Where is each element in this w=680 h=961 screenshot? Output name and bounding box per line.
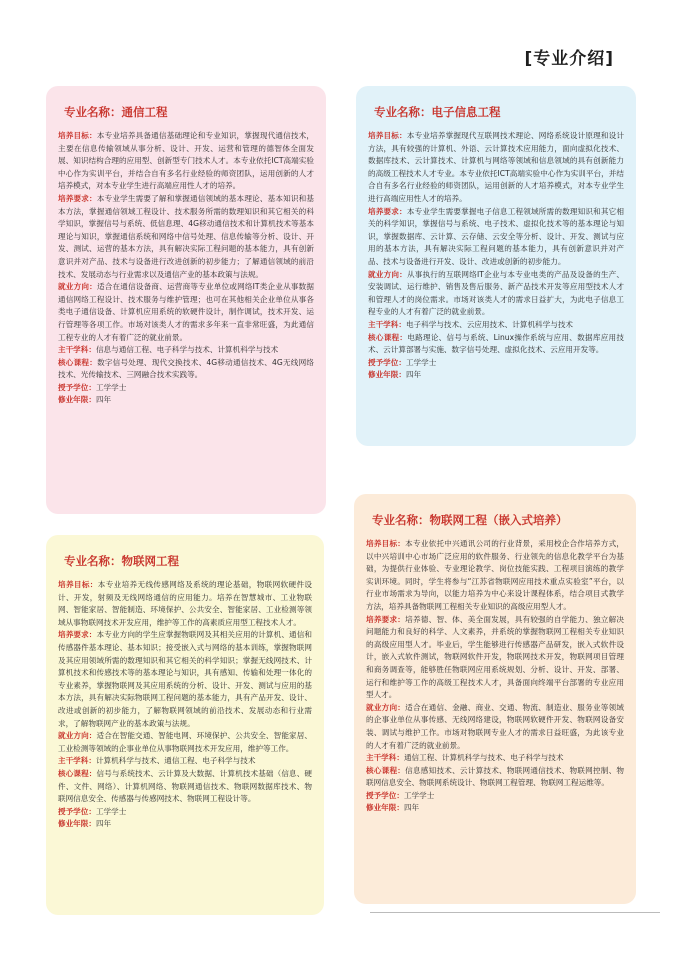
training-requirement-text: 培养德、智、体、美全面发展，具有较强的自学能力、独立解决问题能力和良好的科学、人文素养，并系统的掌握物联网工程相关专业知识的高级应用型人才。毕业后，学生能够进行传感器产品研发，嵌入式软件设计，嵌入式软件测试，物联网软件开发，物联网技术开发，物联网项目管理和商务调查等，能够胜任物联网应用系统规划、分析、设计、开发、部署、运行和维护等工作的高级工程技术人才，具备面向终端平台部署的专业应用型人才。 — [366, 614, 625, 700]
degree-text: 工学学士 — [405, 357, 437, 367]
degree — [58, 806, 312, 819]
study-years-text: 四年 — [95, 819, 112, 829]
training-goal-text: 本专业培养掌握现代互联网技术理论、网络系统设计原理和设计方法，具有较强的计算机、外语、云计算技术应用能力，面向虚拟化技术、数据库技术、云计算技术、计算机与网络等领域和信息领域的具有创新能力的高级工程技术人才专业。本专业依托ICT高端实验中心作为实训平台，并结合自有多名行业经验的师资团队，运用创新的人才培养模式，对本专业学生进行高端应用性人才的培养。 — [368, 131, 625, 203]
career-direction — [366, 702, 624, 752]
career-direction-label: 就业方向： — [368, 269, 407, 279]
training-goal — [368, 130, 624, 206]
training-requirement — [366, 614, 624, 702]
study-years-label: 修业年限： — [58, 819, 96, 829]
footer-divider — [370, 912, 660, 913]
core-courses — [366, 765, 624, 790]
training-requirement — [58, 629, 312, 730]
degree — [58, 382, 314, 395]
main-disciplines-label: 主干学科： — [58, 756, 96, 766]
career-direction-text: 适合在通信、金融、商业、交通、物流、制造业、服务业等领域的企事业单位从事传感、无线网络建设，物联网软硬件开发、物联网设备安装、调试与维护工作。市场对物联网专业人才的需求日益旺盛，为此该专业的人才有着广泛的就业前景。 — [366, 702, 625, 750]
core-courses-label: 核心课程： — [58, 357, 98, 367]
page-header-title: [专业介绍] — [524, 49, 614, 69]
major-title — [374, 104, 624, 120]
main-disciplines — [58, 344, 314, 357]
core-courses-text: 信息感知技术、云计算技术、物联网通信技术、物联网控制、物联网信息安全、物联网系统设计、物联网工程管理、物联网工程运维等。 — [366, 765, 625, 788]
career-direction — [58, 281, 314, 344]
study-years-text: 四年 — [405, 370, 422, 380]
training-requirement — [368, 206, 624, 269]
training-goal — [366, 538, 624, 614]
study-years-label: 修业年限： — [366, 803, 404, 813]
training-goal-text: 本专业依托中兴通讯公司的行业背景，采用校企合作培养方式，以中兴培训中心市场广泛应用的软件服务、行业领先的信息化教学平台为基础，为提供行业体验、专业理论教学、岗位技能实践、工程项目演练的教学实训环境。同时，学生将参与“江苏省物联网应用技术重点实验室”平台，以行业市场需求为导向，以能力培养为中心来设计课程体系，结合项目式教学方法，培养具备物联网工程相关专业知识的高级应用型人才。 — [366, 539, 625, 611]
study-years — [58, 394, 314, 407]
career-direction-text: 适合在智能交通、智能电网、环境保护、公共安全、智能家居、工业检测等领域的企事业单位从事物联网技术开发应用，维护等工作。 — [58, 731, 313, 753]
major-title — [372, 512, 624, 528]
major-card-communication — [46, 86, 326, 514]
core-courses-label: 核心课程： — [368, 332, 408, 342]
main-disciplines-label: 主干学科： — [58, 345, 96, 355]
major-card-electronic-information — [356, 86, 636, 446]
main-disciplines-text: 电子科学与技术、云应用技术、计算机科学与技术 — [405, 319, 574, 329]
core-courses-text: 信号与系统技术、云计算及大数据、计算机技术基础（信息、硬件、文件、网络）、计算机网络、物联网通信技术、物联网数据库技术、物联网信息安全、传感器与传感网技术、物联网工程设计等。 — [58, 768, 313, 804]
training-requirement-label: 培养要求： — [366, 614, 406, 624]
major-title-prefix: 专业名称： — [64, 554, 122, 568]
major-card-iot-embedded — [354, 494, 636, 904]
major-title — [64, 553, 312, 569]
training-goal-label: 培养目标： — [366, 539, 406, 548]
career-direction — [58, 730, 312, 755]
degree-label: 授予学位： — [368, 357, 406, 367]
core-courses — [58, 357, 314, 382]
training-requirement-label: 培养要求： — [368, 206, 407, 216]
training-goal-label: 培养目标： — [58, 580, 98, 589]
core-courses-text: 数字信号处理、现代交换技术、4G移动通信技术、4G无线网络技术、光传输技术、三网融合技术实践等。 — [58, 357, 314, 380]
major-name: 物联网工程（嵌入式培养） — [429, 513, 568, 527]
major-title-prefix: 专业名称： — [372, 513, 430, 527]
study-years-text: 四年 — [403, 803, 420, 813]
training-requirement — [58, 193, 314, 281]
career-direction-label: 就业方向： — [58, 282, 97, 292]
training-requirement-text: 本专业学生需要掌握电子信息工程领域所需的数理知识和其它相关的科学知识，掌握信号与系统、电子技术、虚拟化技术等的基本理论与知识，掌握数据库、云计算、云存储、云安全等分析、设计、开发、测试与应用的基本方法，具有解决实际工程问题的基本能力，具有创新意识并对产品、技术与设备进行开发、设计、改进或创新的初步能力。 — [368, 206, 625, 266]
study-years — [366, 802, 624, 815]
degree-label: 授予学位： — [58, 382, 96, 392]
career-direction — [368, 269, 624, 319]
core-courses-text: 电路理论、信号与系统、Linux操作系统与应用、数据库应用技术、云计算部署与实施、数字信号处理、虚拟化技术、云应用开发等。 — [368, 332, 624, 355]
degree-text: 工学学士 — [95, 806, 127, 816]
core-courses-label: 核心课程： — [58, 768, 97, 778]
training-goal — [58, 130, 314, 193]
main-disciplines — [366, 752, 624, 765]
degree — [366, 790, 624, 803]
training-goal-text: 本专业培养具备通信基础理论和专业知识，掌握现代通信技术，主要在信息传输领域从事分析、设计、开发、运营和管理的德智体全面发展、知识结构合理的应用型、创新型专门技术人才。本专业依托ICT高端实验中心作为实训平台，并结合自有多名行业经验的师资团队，运用创新的人才培养模式，对本专业学生进行高端应用性人才的培养。 — [58, 131, 315, 191]
major-name: 物联网工程 — [121, 554, 179, 568]
major-title-prefix: 专业名称： — [374, 105, 432, 119]
training-goal — [58, 579, 312, 629]
study-years — [58, 818, 312, 831]
major-title-prefix: 专业名称： — [64, 105, 122, 119]
study-years-label: 修业年限： — [368, 370, 406, 380]
major-card-iot — [46, 535, 324, 915]
training-goal-text: 本专业培养无线传感网络及系统的理论基础，物联网软硬件设计、开发，射频及无线网络通信的应用能力。培养在智慧城市、工业物联网、智能家居、智能制造、环境保护、公共安全、智能家居、工业检测等领域从事物联网技术开发应用，维护等工作的高素质应用型工程技术人才。 — [58, 580, 313, 627]
major-name: 通信工程 — [121, 105, 168, 119]
study-years-label: 修业年限： — [58, 395, 96, 405]
main-disciplines — [58, 755, 312, 768]
main-disciplines-text: 信息与通信工程、电子科学与技术、计算机科学与技术 — [95, 345, 279, 355]
career-direction-label: 就业方向： — [366, 702, 406, 712]
degree-label: 授予学位： — [58, 806, 96, 816]
core-courses — [368, 332, 624, 357]
training-requirement-label: 培养要求： — [58, 630, 97, 640]
career-direction-text: 适合在通信设备商、运营商等专业单位或网络IT类企业从事数据通信网络工程设计、技术服务与维护管理；也可在其他相关企业单位从事各类电子通信设备、计算机应用系统的软硬件设计，制作调试，技术开发、运行管理等各项工作。市场对该类人才的需求多年来一直非常旺盛，为此通信工程专业的人才有着广泛的就业前景。 — [58, 282, 315, 342]
training-requirement-text: 本专业学生需要了解和掌握通信领域的基本理论、基本知识和基本方法，掌握通信领域工程设计、技术服务所需的数理知识和其它相关的科学知识，掌握信号与系统、低信息理、4G移动通信技术和计算机技术等基本理论与知识，掌握通信系统和网络中信号处理、信息传输等分析、设计、开发、测试、运营的基本方法，具有解决实际工程问题的基本能力，具有创新意识并对产品、技术与设备进行改进创新的初步能力；了解通信领域的前沿技术、发展动态与行业需求以及通信产业的基本政策与法规。 — [58, 193, 315, 279]
major-name: 电子信息工程 — [431, 105, 501, 119]
career-direction-label: 就业方向： — [58, 731, 97, 741]
core-courses — [58, 768, 312, 806]
degree — [368, 357, 624, 370]
training-goal-label: 培养目标： — [58, 131, 97, 140]
training-goal-label: 培养目标： — [368, 131, 407, 140]
main-disciplines — [368, 319, 624, 332]
degree-text: 工学学士 — [403, 790, 435, 800]
main-disciplines-label: 主干学科： — [368, 319, 406, 329]
main-disciplines-label: 主干学科： — [366, 753, 404, 763]
major-title — [64, 104, 314, 120]
study-years — [368, 369, 624, 382]
training-requirement-text: 本专业方向的学生应掌握物联网及其相关应用的计算机、通信和传感器件基本理论、基本知识；接受嵌入式与网络的基本训练，掌握物联网及其应用领域所需的数理知识和其它相关的科学知识；掌握无线网技术、计算机技术和传感技术等的基本理论与知识，具有感知、传输和处理一体化的专业素养，掌握物联网及其应用系统的分析、设计、开发、测试与应用的基本方法，具有解决实际物联网工程问题的基本能力，具有产品开发、设计、改进或创新的初步能力，了解物联网领域的前沿技术、发展动态和行业需求，了解物联网产业的基本政策与法规。 — [58, 630, 313, 728]
study-years-text: 四年 — [95, 395, 112, 405]
main-disciplines-text: 计算机科学与技术、通信工程、电子科学与技术 — [95, 756, 256, 766]
core-courses-label: 核心课程： — [366, 765, 406, 775]
main-disciplines-text: 通信工程、计算机科学与技术、电子科学与技术 — [403, 753, 564, 763]
career-direction-text: 从事执行的互联网络IT企业与本专业电类的产品及设备的生产、安装调试、运行维护、销售及售后服务、新产品技术开发等应用型技术人才和管理人才的岗位需求。市场对该类人才的需求日益扩大，为此电子信息工程专业的人才有着广泛的就业前景。 — [368, 269, 625, 317]
training-requirement-label: 培养要求： — [58, 193, 97, 203]
degree-label: 授予学位： — [366, 790, 404, 800]
degree-text: 工学学士 — [95, 382, 127, 392]
